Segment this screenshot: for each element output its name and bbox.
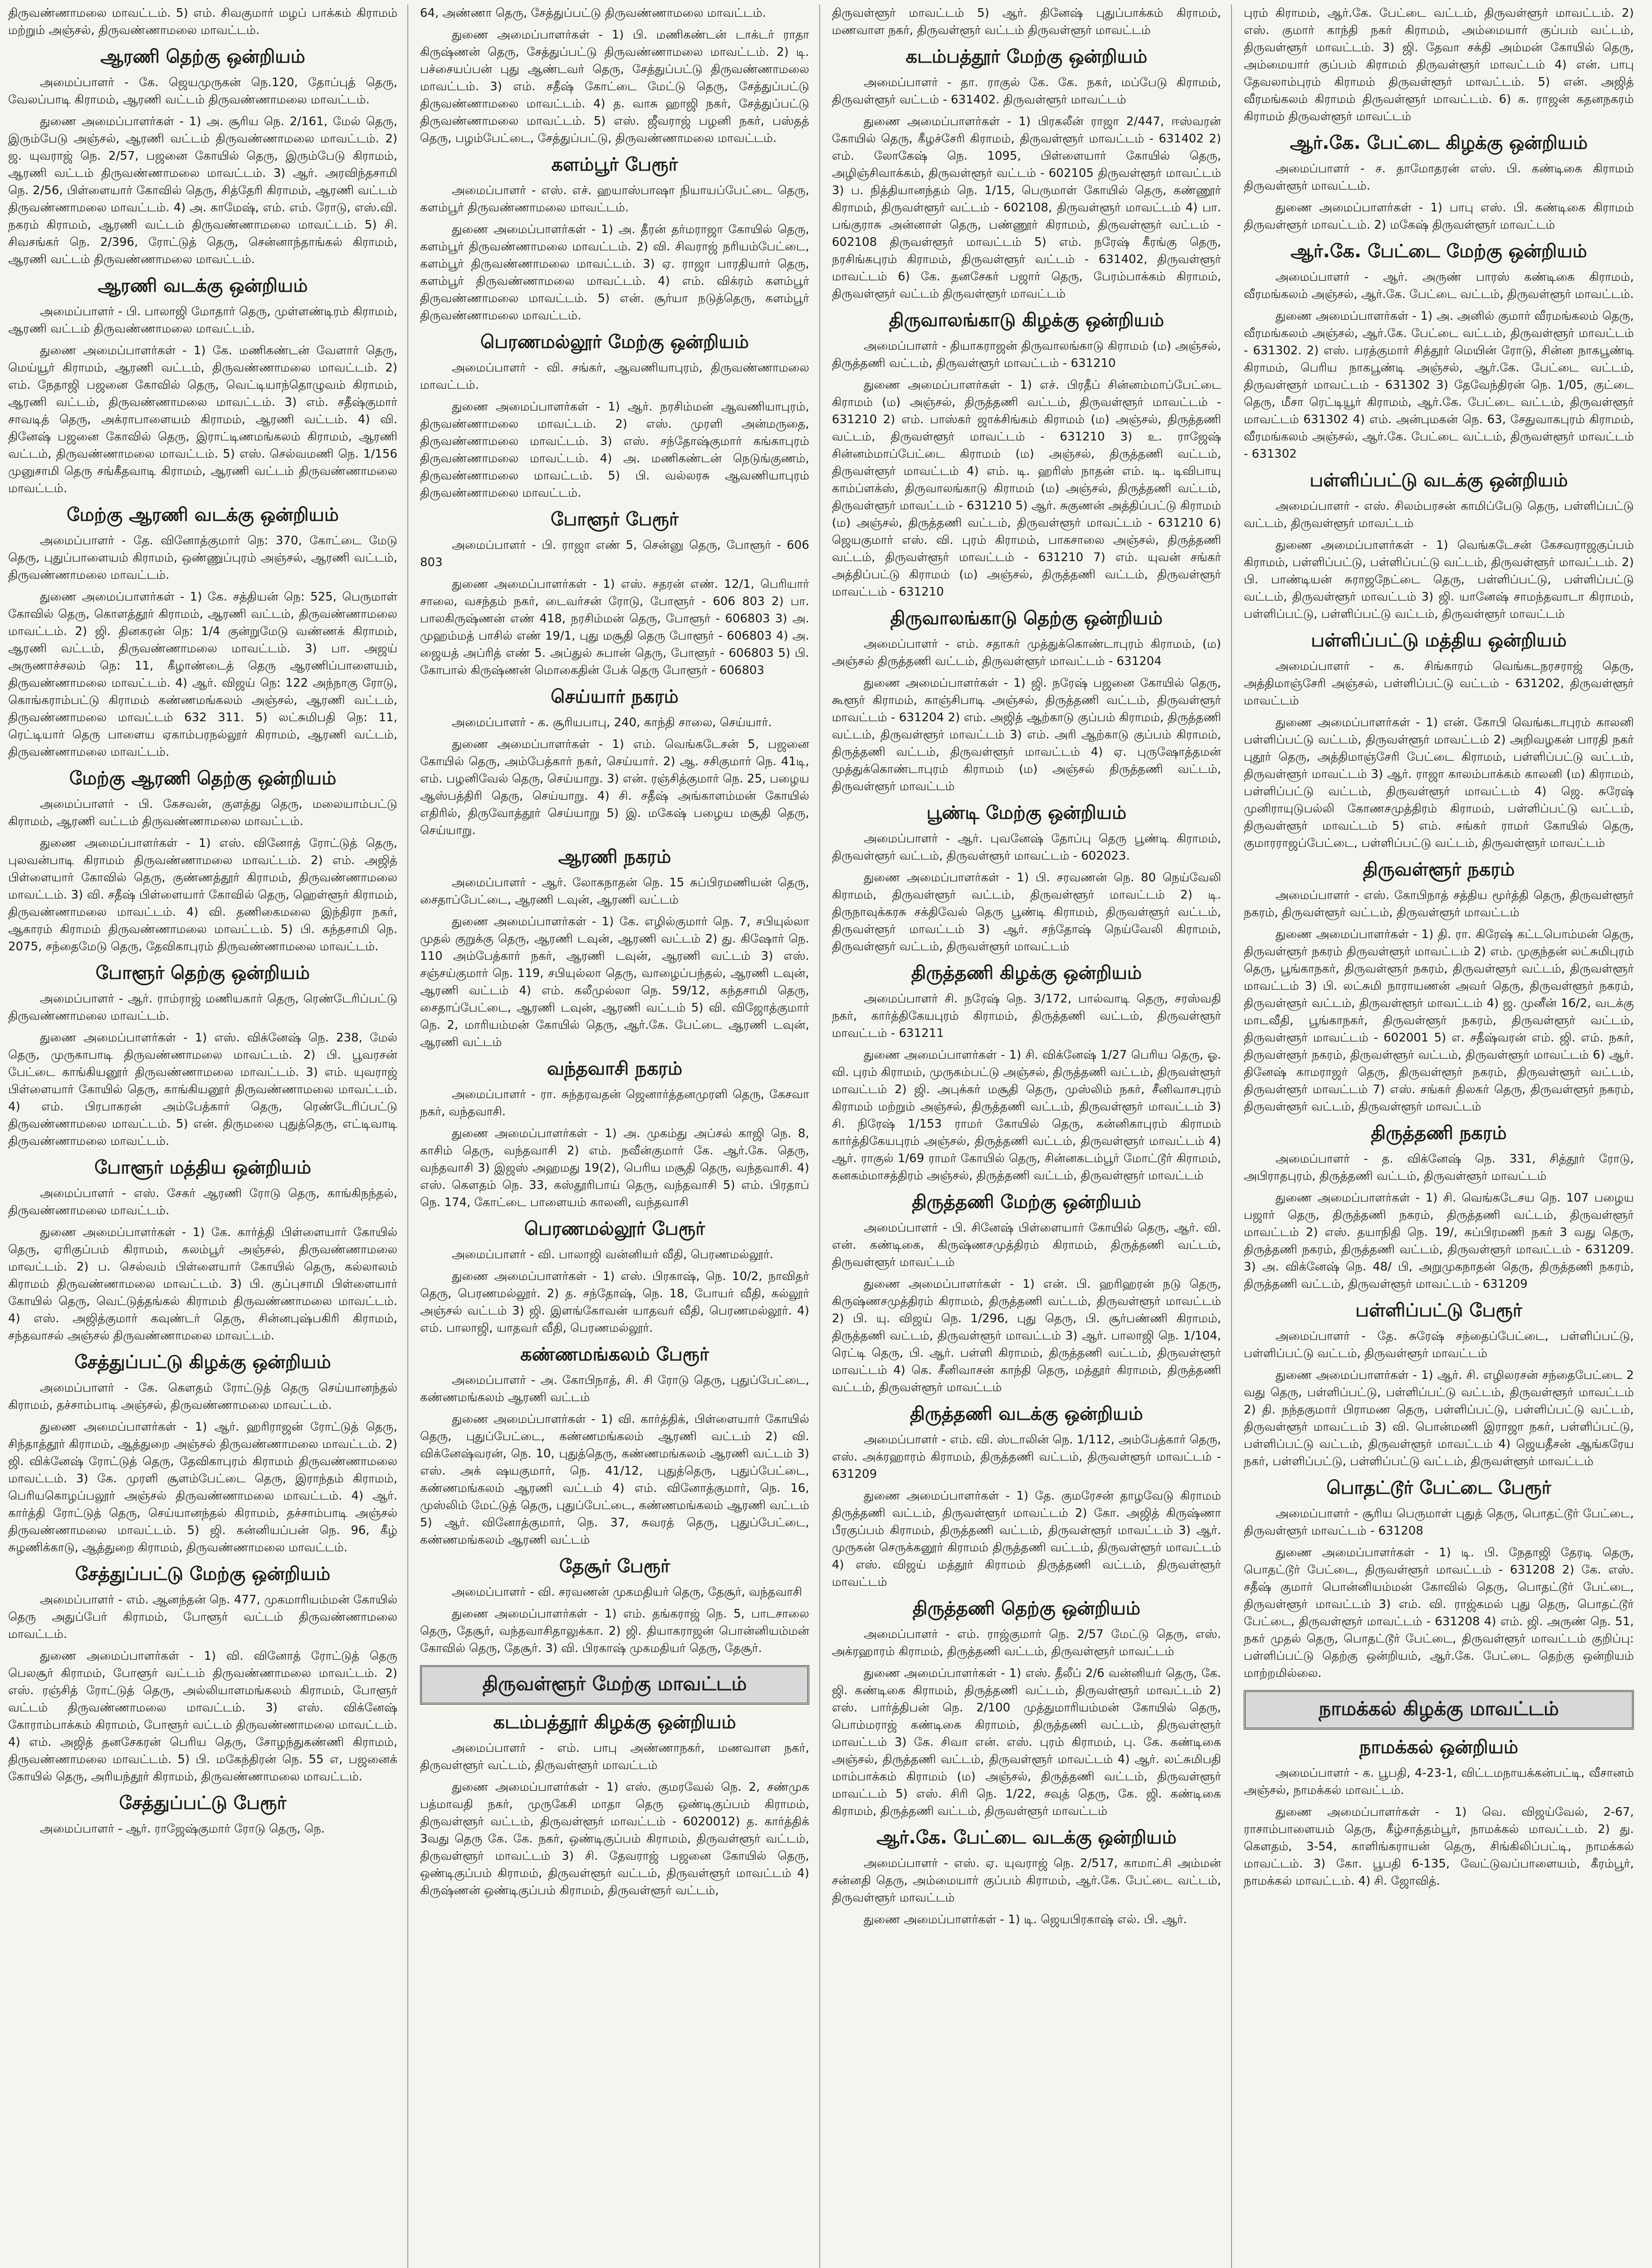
listing-paragraph: துணை அமைப்பாளர்கள் - 1) சி. வெங்கடேசய நெ. 107 பழைய பஜார் தெரு, திருத்தணி நகரம், திருத்தணி வட்டம், திருவள்ளூர் மாவட்டம் 2) எஸ். தயாநிதி நெ. 19/, சுப்பிரமணி நகர் 3 வது தெரு, திருத்தணி நகரம், திருத்தணி வட்டம், திருவள்ளூர் மாவட்டம் - 631209. 3) அ. விக்னேஷ் நெ. 48/ பி, அறுமுகநாதன் தெரு, திருத்தணி நகரம், திருத்தணி வட்டம், திருவள்ளூர் மாவட்டம் - 631209 bbox=[1244, 1191, 1634, 1291]
listing-paragraph: அமைப்பாளர் - க. சிங்காரம் வெங்கடநரசராஜ் தெரு, அத்திமாஞ்சேரி அஞ்சல், பள்ளிப்பட்டு வட்டம் - 631202, திருவள்ளூர் மாவட்டம் bbox=[1244, 660, 1634, 708]
listing-paragraph: துணை அமைப்பாளர்கள் - 1) ஆர். சி. எழிலரசன் சந்தைபேட்டை 2 வது தெரு, பள்ளிப்பட்டு, பள்ளிப்பட்டு வட்டம், திருவள்ளூர் மாவட்டம் 2) தி. நந்தகுமார் பிராமண தெரு, பள்ளிப்பட்டு, பள்ளிப்பட்டு வட்டம், திருவள்ளூர் மாவட்டம் 3) வி. பொன்மணி இராஜா நகர், பள்ளிப்பட்டு, பள்ளிப்பட்டு வட்டம், திருவள்ளூர் மாவட்டம் 4) ஜெயதீசன் ஆங்கரேய நகர், பள்ளிப்பட்டு, பள்ளிப்பட்டு வட்டம், திருவள்ளூர் மாவட்டம் bbox=[1244, 1369, 1634, 1468]
section-heading: போளூர் தெற்கு ஒன்றியம் bbox=[95, 963, 310, 983]
section-heading: ஆரணி நகரம் bbox=[558, 846, 671, 867]
section-heading: நாமக்கல் ஒன்றியம் bbox=[1359, 1737, 1519, 1758]
listing-paragraph: அமைப்பாளர் - வி. சரவணன் முகமதியர் தெரு, தேசூர், வந்தவாசி bbox=[452, 1585, 802, 1599]
listing-paragraph: அமைப்பாளர் - ஆர். லோகநாதன் நெ. 15 சுப்பிரமணியன் தெரு, சைதாப்பேட்டை, ஆரணி டவுன், ஆரணி வட்டம் bbox=[420, 876, 809, 907]
section-heading: பொதட்டூர் பேட்டை பேரூர் bbox=[1326, 1477, 1551, 1498]
listing-paragraph: அமைப்பாளர் - தியாகராஜன் திருவாலங்காடு கிராமம் (ம) அஞ்சல், திருத்தணி வட்டம், திருவள்ளூர் மாவட்டம் - 631210 bbox=[832, 339, 1221, 370]
listing-paragraph: துணை அமைப்பாளர்கள் - 1) எஸ். குமரவேல் நெ. 2, சண்முக பத்மாவதி நகர், முருகேசி மாதா தெரு ஒண்டிகுப்பம் கிராமம், திருவள்ளூர் வட்டம், திருவள்ளூர் மாவட்டம் - 6020012) த. கார்த்திக் 3வது தெரு கே. கே. நகர், ஒண்டிகுப்பம் கிராமம், திருவள்ளூர் வட்டம், திருவள்ளூர் மாவட்டம் 3) சி. தேவராஜ் பஜனை கோயில் தெரு, ஒண்டிகுப்பம் கிராமம், திருவள்ளூர் வட்டம், திருவள்ளூர் மாவட்டம் 4) கிருஷ்ணன் ஒண்டிகுப்பம் கிராமம், திருவள்ளூர் வட்டம், bbox=[420, 1780, 809, 1897]
listing-paragraph: துணை அமைப்பாளர்கள் - 1) தி. ரா. கிரேஷ் கட்டபொம்மன் தெரு, திருவள்ளூர் நகரம் திருவள்ளூர் மாவட்டம் 2) எம். முகுந்தன் லட்சுமிபுரம் தெரு, பூங்காநகர், திருவள்ளூர் நகரம், திருவள்ளூர் வட்டம், திருவள்ளூர் மாவட்டம் 3) பி. லட்சுமி நாராயணன் அவர் தெரு, திருவள்ளூர் நகரம், திருவள்ளூர் வட்டம், திருவள்ளூர் மாவட்டம் 4) ஜ. முனீன் 16/2, வடக்கு மாடவீதி, பூங்காநகர், திருவள்ளூர் நகரம், திருவள்ளூர் வட்டம், திருவள்ளூர் மாவட்டம் - 602001 5) எ. சதீஷ்வரன் எம். ஜி. எம். நகர், திருவள்ளூர் நகரம், திருவள்ளூர் வட்டம், திருவள்ளூர் மாவட்டம் 6) ஆர். தினேஷ் காமராஜர் தெரு, திருவள்ளூர் நகரம், திருவள்ளூர் வட்டம், திருவள்ளூர் மாவட்டம் 7) எஸ். சங்கர் திலகர் தெரு, திருவள்ளூர் நகரம், திருவள்ளூர் வட்டம், திருவள்ளூர் மாவட்டம் bbox=[1244, 928, 1634, 1114]
district-banner: நாமக்கல் கிழக்கு மாவட்டம் bbox=[1244, 1690, 1634, 1730]
listing-paragraph: துணை அமைப்பாளர்கள் - 1) வி. வினோத் ரோட்டுத் தெரு பெலசூர் கிராமம், போளூர் வட்டம் திருவண்ணாமலை மாவட்டம். 2) எஸ். ரஞ்சித் ரோட்டுத் தெரு, அல்லியாளமங்கலம் கிராமம், போளூர் வட்டம் திருவண்ணாமலை மாவட்டம். 3) எஸ். விக்னேஷ் கோராம்பாக்கம் கிராமம், போளூர் வட்டம் திருவண்ணாமலை மாவட்டம். 4) எம். அஜித் தனசேகரன் பெரிய தெரு, சோழந்துகண்ணி கிராமம், திருவண்ணாமலை மாவட்டம். 5) பி. மகேந்திரன் நெ. 55 எ, பஜனைக் கோயில் தெரு, அரியந்தூர் கிராமம், திருவண்ணாமலை மாவட்டம். bbox=[8, 1649, 397, 1784]
listing-paragraph: அமைப்பாளர் - க. சூரியபாபு, 240, காந்தி சாலை, செய்யார். bbox=[452, 716, 772, 729]
listing-paragraph: துணை அமைப்பாளர்கள் - 1) அ. தீரன் தர்மராஜா கோயில் தெரு, களம்பூர் திருவண்ணாமலை மாவட்டம். 2) வி. சிவராஜ் நரியம்பேட்டை, களம்பூர் திருவண்ணாமலை மாவட்டம். 3) ஏ. ராஜா பாரதியார் தெரு, களம்பூர் திருவண்ணாமலை மாவட்டம். 4) எம். விக்ரம் களம்பூர் திருவண்ணாமலை மாவட்டம். 5) என். சூர்யா நடுத்தெரு, களம்பூர் திருவண்ணாமலை மாவட்டம். bbox=[420, 223, 809, 323]
section-heading: மேற்கு ஆரணி தெற்கு ஒன்றியம் bbox=[69, 768, 337, 789]
listing-paragraph: அமைப்பாளர் - ஆர். புவனேஷ் தோப்பு தெரு பூண்டி கிராமம், திருவள்ளூர் வட்டம், திருவள்ளூர் மாவட்டம் - 602023. bbox=[832, 832, 1221, 863]
listing-paragraph: அமைப்பாளர் - ரா. சுந்தரவதன் ஜெனார்த்தனமுரளி தெரு, கேசவா நகர், வந்தவாசி. bbox=[420, 1088, 809, 1119]
listing-paragraph: அமைப்பாளர் - பி. பாலாஜி மோதார் தெரு, முள்ளண்டிரம் கிராமம், ஆரணி வட்டம் திருவண்ணாமலை மாவட்டம். bbox=[8, 305, 397, 336]
column-1 bbox=[8, 5, 408, 2268]
listing-paragraph: துணை அமைப்பாளர்கள் - 1) எஸ். பிரகாஷ், நெ. 10/2, நாவிதர் தெரு, பெரணமல்லூர். 2) த. சந்தோஷ், நெ. 18, போயர் வீதி, கல்லூர் அஞ்சல் வட்டம் 3) ஜி. இளங்கோவன் யாதவர் வீதி, பெரணமல்லூர். 4) எம். பாலாஜி, யாதவர் வீதி, பெரணமல்லூர். bbox=[420, 1270, 809, 1335]
listing-paragraph: அமைப்பாளர் - தா. ராகுல் கே. கே. நகர், மப்பேடு கிராமம், திருவள்ளூர் வட்டம் - 631402. திருவள்ளூர் மாவட்டம் bbox=[832, 76, 1221, 107]
listing-paragraph: அமைப்பாளர் - ஆர். ராஜேஷ்குமார் ரோடு தெரு, நெ. bbox=[40, 1822, 325, 1836]
section-heading: திருவள்ளூர் நகரம் bbox=[1363, 859, 1515, 880]
listing-paragraph: அமைப்பாளர் - பி. கேசவன், குளத்து தெரு, மலையாம்பட்டு கிராமம், ஆரணி வட்டம் திருவண்ணாமலை மாவட்டம். bbox=[8, 797, 397, 828]
section-heading: ஆர்.கே. பேட்டை மேற்கு ஒன்றியம் bbox=[1290, 241, 1587, 262]
listing-paragraph: அமைப்பாளர் - தே. வினோத்குமார் நெ: 370, கோட்டை மேடு தெரு, புதுப்பாளையம் கிராமம், ஒண்ணுப்புரம் அஞ்சல், ஆரணி வட்டம், திருவண்ணாமலை மாவட்டம். bbox=[8, 534, 397, 582]
section-heading: கடம்பத்தூர் கிழக்கு ஒன்றியம் bbox=[493, 1712, 736, 1733]
section-heading: சேத்துப்பட்டு கிழக்கு ஒன்றியம் bbox=[74, 1352, 331, 1373]
listing-paragraph: அமைப்பாளர் - எம். ராஜ்குமார் நெ. 2/57 மேட்டு தெரு, எஸ். அக்ரஹாரம் கிராமம், திருத்தணி வட்டம், திருவள்ளூர் மாவட்டம் bbox=[832, 1628, 1221, 1658]
listing-paragraph: துணை அமைப்பாளர்கள் - 1) எம். வெங்கடேசன் 5, பஜனை கோயில் தெரு, அம்பேத்கார் நகர், செய்யார். 2) ஆ. சசிகுமார் நெ. 41டி, எம். பழனிவேல் தெரு, செய்யாறு. 3) என். ரஞ்சித்குமார் நெ. 25, பழைய ஆஸ்பத்திரி தெரு, செய்யாறு. 4) சி. சதீஷ் அங்காளம்மன் கோயில் எதிரில், திருவோத்தூர் செய்யாறு 5) இ. மகேஷ் பழைய மசூதி தெரு, செய்யாறு. bbox=[420, 738, 809, 837]
listing-paragraph: துணை அமைப்பாளர்கள் - 1) எஸ். சதரன் எண். 12/1, பெரியார் சாலை, வசந்தம் நகர், டைவர்சன் ரோடு, போளூர் - 606 803 2) பா. பாலகிருஷ்ணன் எண் 418, நரசிம்மன் தெரு, போளூர் - 606803 3) அ. முஹம்மத் பாசில் எண் 19/1, புது மசூதி தெரு போளூர் - 606803 4) அ. ஜையத் அப்ரித் எண் 5. அப்துல் சுபான் தெரு, போளூர் - 606803 5) பி. கோபால் கிருஷ்ணன் மொகைதின் பேக் தெரு போளூர் - 606803 bbox=[420, 577, 809, 677]
column-3 bbox=[832, 5, 1232, 2268]
listing-paragraph: துணை அமைப்பாளர்கள் - 1) கே. மணிகண்டன் வேளார் தெரு, மெய்யூர் கிராமம், ஆரணி வட்டம், திருவண்ணாமலை மாவட்டம். 2) எம். நேதாஜி பஜனை கோவில் தெரு, வெட்டியாந்தொழுவம் கிராமம், ஆரணி வட்டம், திருவண்ணாமலை மாவட்டம். 3) எம். சதீஷ்குமார் சாவடித் தெரு, அக்ராபாளையம் கிராமம், ஆரணி வட்டம். 4) வி. தினேஷ் பஜனை கோவில் தெரு, இராட்டிணமங்கலம் கிராமம், ஆரணி வட்டம், திருவண்ணாமலை மாவட்டம். 5) எஸ். செல்வமணி நெ. 1/156 முனுசாமி தெரு சங்கீதவாடி கிராமம், ஆரணி வட்டம் திருவண்ணாமலை மாவட்டம். bbox=[8, 344, 397, 495]
listing-paragraph: துணை அமைப்பாளர்கள் - 1) கே. சத்தியன் நெ: 525, பெருமாள் கோவில் தெரு, கொளத்தூர் கிராமம், ஆரணி வட்டம், திருவண்ணாமலை மாவட்டம். 2) ஜி. தினகரன் நெ: 1/4 குன்றுமேடு வண்ணக் கிராமம், ஆரணி வட்டம், திருவண்ணாமலை மாவட்டம். 3) பா. அஜய் அருணாச்சலம் நெ: 11, கீழாண்டைத் தெரு ஆரணிப்பாளையம், திருவண்ணாமலை மாவட்டம். 4) ஆர். விஜய் நெ: 122 அந்நாகு ரோடு, கொங்கராம்பட்டு கிராமம் கண்ணமங்கலம் அஞ்சல், ஆரணி வட்டம், திருவண்ணாமலை மாவட்டம் 632 311. 5) லட்சுமிபதி நெ: 11, ரெட்டியார் தெரு பாளைய ஏகாம்பரநல்லூர் கிராமம், ஆரணி வட்டம், திருவண்ணாமலை மாவட்டம். bbox=[8, 590, 397, 759]
listing-paragraph: துணை அமைப்பாளர்கள் - 1) பி. மணிகண்டன் டாக்டர் ராதா கிருஷ்ணன் தெரு, சேத்துப்பட்டு திருவண்ணாமலை மாவட்டம். 2) டி. பச்சையப்பன் புது ஆண்டவர் தெரு, சேத்துப்பட்டு திருவண்ணாமலை மாவட்டம். 3) எம். சதீஷ் கோட்டை மேட்டு தெரு, சேத்துப்பட்டு திருவண்ணாமலை மாவட்டம். 4) த. வாசு ஹாஜி நகர், சேத்துப்பட்டு திருவண்ணாமலை மாவட்டம். 5) எஸ். ஜீவராஜ் பழனி நகர், பஸ்தத் தெரு, பழம்பேட்டை, சேத்துப்பட்டு, திருவண்ணாமலை மாவட்டம். bbox=[420, 28, 809, 145]
listing-paragraph: அமைப்பாளர் சி. நரேஷ் நெ. 3/172, பால்வாடி தெரு, சரஸ்வதி நகர், கார்த்திகேயபுரம் கிராமம், திருத்தணி வட்டம், திருவள்ளூர் மாவட்டம் - 631211 bbox=[832, 992, 1221, 1040]
section-heading: சேத்துப்பட்டு பேரூர் bbox=[119, 1793, 287, 1813]
listing-paragraph: துணை அமைப்பாளர்கள் - 1) என். பி. ஹரிஹரன் நடு தெரு, கிருஷ்ணசமுத்திரம் கிராமம், திருத்தணி வட்டம், திருவள்ளூர் மாவட்டம் 2) பி. யு. விஜய் நெ. 1/296, புது தெரு, பி. சூர்பண்ணி கிராமம், திருத்தணி வட்டம், திருவள்ளூர் மாவட்டம் 3) ஆர். பாலாஜி நெ. 1/104, ரெட்டி தெரு, பி. ஆர். பள்ளி கிராமம், திருத்தணி வட்டம், திருவள்ளூர் மாவட்டம் 4) கெ. சீனிவாசன் காந்தி தெரு, மத்தூர் கிராமம், திருத்தணி வட்டம், திருவள்ளூர் மாவட்டம் bbox=[832, 1277, 1221, 1394]
listing-paragraph: துணை அமைப்பாளர்கள் - 1) சி. விக்னேஷ் 1/27 பெரிய தெரு, ஓ. வி. புரம் கிராமம், முருகம்பட்டு அஞ்சல், திருத்தணி வட்டம், திருவள்ளூர் மாவட்டம் 2) ஜி. அபுக்கர் மசூதி தெரு, முஸ்லிம் நகர், சீனிவாசபுரம் கிராமம் மற்றும் அஞ்சல், திருத்தணி வட்டம், திருவள்ளூர் மாவட்டம் 3) சி. நிரேஷ் 1/153 ராமர் கோயில் தெரு, கன்னிகாபுரம் கிராமம் கார்த்திகேயபுரம் அஞ்சல், திருத்தணி வட்டம், திருவள்ளூர் மாவட்டம் 4) ஆர். ராகுல் 1/69 ராமர் கோயில் தெரு, சின்னகடம்பூர் மோட்டூர் கிராமம், கனகம்மாசத்திரம் அஞ்சல், திருத்தணி வட்டம், திருவள்ளூர் மாவட்டம் bbox=[832, 1048, 1221, 1183]
section-heading: பள்ளிப்பட்டு மத்திய ஒன்றியம் bbox=[1311, 630, 1567, 651]
listing-paragraph: அமைப்பாளர் - எம். ஆனந்தன் நெ. 477, முகமாரியம்மன் கோயில் தெரு அதுப்பேர் கிராமம், போளூர் வட்டம் திருவண்ணாமலை மாவட்டம். bbox=[8, 1593, 397, 1641]
listing-paragraph: துணை அமைப்பாளர்கள் - 1) பிரகலீன் ராஜா 2/447, ஈஸ்வரன் கோயில் தெரு, கீழச்சேரி கிராமம், திருவள்ளூர் மாவட்டம் - 631402 2) எம். லோகேஷ் நெ. 1095, பிள்ளையார் கோயில் தெரு, அழிஞ்சிவாக்கம், திருவள்ளூர் வட்டம் - 602105 திருவள்ளூர் மாவட்டம் 3) ப. நித்தியானந்தம் நெ. 1/15, பெருமாள் கோயில் தெரு, கண்ணூர் கிராமம், திருவள்ளூர் வட்டம் - 602108, திருவள்ளூர் மாவட்டம் 4) பா. பங்குராசு அன்னாள் தெரு, பண்ணூர் கிராமம், திருவள்ளூர் வட்டம் - 602108 திருவள்ளூர் மாவட்டம் 5) எம். நரேஷ் கீரங்கு தெரு, நரசிங்கபுரம் கிராமம், திருவள்ளூர் வட்டம் - 631402, திருவள்ளூர் மாவட்டம் 6) கே. தனசேகர் பஜார் தெரு, பேரம்பாக்கம் கிராமம், திருவள்ளூர் வட்டம் திருவள்ளூர் மாவட்டம் bbox=[832, 115, 1221, 301]
listing-paragraph: துணை அமைப்பாளர்கள் - 1) எஸ். தீலீப் 2/6 வன்னியர் தெரு, கே. ஜி. கண்டிகை கிராமம், திருத்தணி வட்டம், திருவள்ளூர் மாவட்டம் 2) எஸ். பார்த்திபன் நெ. 2/100 முத்துமாரியம்மன் கோயில் தெரு, பொம்மராஜ் கண்டிகை கிராமம், திருத்தணி வட்டம், திருவள்ளூர் மாவட்டம் 3) கே. சிவா என். எஸ். புரம் கிராமம், பு. கே. கண்டிகை அஞ்சல், திருத்தணி வட்டம், திருவள்ளூர் மாவட்டம் 4) ஆர். லட்சுமிபதி மாம்பாக்கம் கிராமம் (ம) அஞ்சல், திருத்தணி வட்டம், திருவள்ளூர் மாவட்டம் 5) எஸ். சிரி நெ. 1/22, சவுத் தெரு, கே. ஜி. கண்டிகை கிராமம், திருத்தணி வட்டம், திருவள்ளூர் மாவட்டம் bbox=[832, 1667, 1221, 1818]
listing-paragraph: துணை அமைப்பாளர்கள் - 1) கே. எழில்குமார் நெ. 7, சபியுல்லா முதல் குறுக்கு தெரு, ஆரணி டவுன், ஆரணி வட்டம் 2) து. கிஷோர் நெ. 110 அம்பேத்கார் நகர், ஆரணி டவுன், ஆரணி வட்டம் 3) எஸ். சஞ்சய்குமார் நெ. 119, சபியுல்லா தெரு, வாழைப்பந்தல், ஆரணி டவுன், ஆரணி வட்டம் 4) எம். கலீமுல்லா நெ. 59/12, கந்தசாமி தெரு, சைதாப்பேட்டை, ஆரணி டவுன், ஆரணி வட்டம் 5) வி. விஜோத்குமார் நெ. 2, மாரியம்மன் கோயில் தெரு, ஆர்.கே. பேட்டை ஆரணி டவுன், ஆரணி வட்டம் bbox=[420, 915, 809, 1049]
section-heading: திருத்தணி தெற்கு ஒன்றியம் bbox=[912, 1598, 1141, 1619]
section-heading: ஆரணி தெற்கு ஒன்றியம் bbox=[100, 46, 305, 67]
section-heading: சேத்துப்பட்டு மேற்கு ஒன்றியம் bbox=[75, 1564, 331, 1584]
listing-paragraph: துணை அமைப்பாளர்கள் - 1) எம். தங்கராஜ் நெ. 5, பாடசாலை தெரு, தேசூர், வந்தவாசிதாலுக்கா. 2) ஜி. தியாகராஜன் பொன்னியம்மன் கோவில் தெரு, தேசூர். 3) வி. பிரகாஷ் முகமதியர் தெரு, தேசூர். bbox=[420, 1607, 809, 1655]
listing-paragraph: அமைப்பாளர் - வி. சங்கர், ஆவணியாபுரம், திருவண்ணாமலை மாவட்டம். bbox=[420, 361, 809, 392]
listing-paragraph: துணை அமைப்பாளர்கள் - 1) டி. பி. நேதாஜி தேரடி தெரு, பொதட்டூர் பேட்டை, திருவள்ளூர் மாவட்டம் - 631208 2) கே. எஸ். சதீஷ் குமார் பொன்னியம்மன் கோவில் தெரு, பொதட்டூர் பேட்டை, திருவள்ளூர் மாவட்டம் 3) எம். வி. ராஜ்கமல் புது தெரு, பொதட்டூர் பேட்டை, திருவள்ளூர் மாவட்டம் - 631208 4) எம். ஜி. அருண் நெ. 51, நகர் முதல் தெரு, பொதட்டூர் பேட்டை, திருவள்ளூர் மாவட்டம் குறிப்பு: பள்ளிப்பட்டு தெற்கு ஒன்றியம், ஆர்.கே. பேட்டை தெற்கு ஒன்றியம் மாற்றமில்லை. bbox=[1244, 1546, 1634, 1680]
section-heading: களம்பூர் பேரூர் bbox=[551, 154, 678, 175]
section-heading: போளூர் பேரூர் bbox=[551, 509, 679, 530]
listing-paragraph: 64, அண்ணா தெரு, சேத்துப்பட்டு திருவண்ணாமலை மாவட்டம். bbox=[420, 6, 766, 20]
listing-paragraph: அமைப்பாளர் - எஸ். எச். ஹயாஸ்பாஷா நியாயப்பேட்டை தெரு, களம்பூர் திருவண்ணாமலை மாவட்டம். bbox=[420, 184, 809, 215]
listing-paragraph: துணை அமைப்பாளர்கள் - 1) வி. கார்த்திக், பிள்ளையார் கோயில் தெரு, புதுப்பேட்டை, கண்ணமங்கலம் ஆரணி வட்டம் 2) வி. விக்னேஷ்வரன், நெ. 10, புதுத்தெரு, கண்ணமங்கலம் ஆரணி வட்டம் 3) எஸ். அக் ஷயகுமார், நெ. 41/12, புதுத்தெரு, புதுப்பேட்டை, கண்ணமங்கலம் ஆரணி வட்டம் 4) எம். வினோத்குமார், நெ. 16, முஸ்லிம் மேட்டுத் தெரு, புதுப்பேட்டை, கண்ணமங்கலம் ஆரணி வட்டம் 5) ஆர். வினோத்குமார், நெ. 37, சுவரத் தெரு, புதுப்பேட்டை, கண்ணமங்கலம் ஆரணி வட்டம் bbox=[420, 1413, 809, 1547]
section-heading: திருவாலங்காடு கிழக்கு ஒன்றியம் bbox=[889, 310, 1164, 331]
listing-paragraph: அமைப்பாளர் - ஆர். அருண் பாரஸ் கண்டிகை கிராமம், வீரமங்கலம் அஞ்சல், ஆர்.கே. பேட்டை வட்டம், திருவள்ளூர் மாவட்டம். bbox=[1244, 270, 1634, 301]
listing-paragraph: அமைப்பாளர் - க. பூபதி, 4-23-1, விட்டமநாயக்கன்பட்டி, வீசானம் அஞ்சல், நாமக்கல் மாவட்டம். bbox=[1244, 1766, 1634, 1797]
listing-paragraph: துணை அமைப்பாளர்கள் - 1) என். கோபி வெங்கடாபுரம் காலனி பள்ளிப்பட்டு வட்டம், திருவள்ளூர் மாவட்டம் 2) அறிவழகன் பாரதி நகர் புதூர் தெரு, அத்திமாஞ்சேரி பேட்டை கிராமம், பள்ளிப்பட்டு வட்டம், திருவள்ளூர் மாவட்டம் 3) ஆர். ராஜா காலம்பாக்கம் காலனி (ம) கிராமம், பள்ளிப்பட்டு வட்டம், திருவள்ளூர் மாவட்டம் 4) ஜெ. சுரேஷ் முனிராயுடுபல்லி கோணசமுத்திரம் கிராமம், பள்ளிப்பட்டு வட்டம், திருவள்ளூர் மாவட்டம் 5) எம். சங்கர் ராமர் கோயில் தெரு, குமாரராஜப்பேட்டை, பள்ளிப்பட்டு வட்டம், திருவள்ளூர் மாவட்டம் bbox=[1244, 716, 1634, 850]
listing-paragraph: அமைப்பாளர் - எம். பாபு அண்ணாநகர், மணவாள நகர், திருவள்ளூர் வட்டம், திருவள்ளூர் மாவட்டம் bbox=[420, 1741, 809, 1772]
listing-paragraph: துணை அமைப்பாளர்கள் - 1) ஜி. நரேஷ் பஜனை கோயில் தெரு, கூளூர் கிராமம், காஞ்சிபாடி அஞ்சல், திருத்தணி வட்டம், திருவள்ளூர் மாவட்டம் - 631204 2) எம். அஜித் ஆற்காடு குப்பம் கிராமம், திருத்தணி வட்டம், திருவள்ளூர் மாவட்டம் 3) எம். அரி ஆற்காடு குப்பம் கிராமம், திருத்தணி வட்டம், திருவள்ளூர் மாவட்டம் 4) ஏ. புருஷோத்தமன் முத்துக்கொண்டாபுரம் கிராமம் (ம) அஞ்சல் திருத்தணி வட்டம், திருவள்ளூர் மாவட்டம் bbox=[832, 676, 1221, 793]
listing-paragraph: அமைப்பாளர் - கே. ஜெயமுருகன் நெ.120, தோப்புத் தெரு, வேலப்பாடி கிராமம், ஆரணி வட்டம் திருவண்ணாமலை மாவட்டம். bbox=[8, 76, 397, 107]
listing-paragraph: அமைப்பாளர் - எஸ். கோபிநாத் சத்திய மூர்த்தி தெரு, திருவள்ளூர் நகரம், திருவள்ளூர் வட்டம், திருவள்ளூர் மாவட்டம் bbox=[1244, 889, 1634, 919]
listing-paragraph: துணை அமைப்பாளர்கள் - 1) வெ. விஜய்வேல், 2-67, ராசாம்பாளையம் தெரு, கீழ்சாத்தம்பூர், நாமக்கல் மாவட்டம். 2) து. கெளதம், 3-54, காளிங்கராயன் தெரு, சிங்கிலிப்பட்டி, நாமக்கல் மாவட்டம். 3) கோ. பூபதி 6-135, வேட்டுவப்பாளையம், கீரம்பூர், நாமக்கல் மாவட்டம். 4) சி. ஜோவித். bbox=[1244, 1805, 1634, 1888]
column-4 bbox=[1244, 5, 1644, 2268]
column-2 bbox=[420, 5, 820, 2268]
listing-paragraph: துணை அமைப்பாளர்கள் - 1) கே. கார்த்தி பிள்ளையார் கோயில் தெரு, ஏரிகுப்பம் கிராமம், கலம்பூர் அஞ்சல், திருவண்ணாமலை மாவட்டம். 2) ப. செல்வம் பிள்ளையார் கோயில் தெரு, கல்லாலம் கிராமம் திருவண்ணாமலை மாவட்டம். 3) பி. குப்புசாமி பிள்ளையார் கோயில் தெரு, வெட்டுத்தங்கல் கிராமம் திருவண்ணாமலை மாவட்டம். 4) எஸ். அஜித்குமார் கவுண்டர் தெரு, சின்னபுஷ்பகிரி கிராமம், சந்தவாசல் அஞ்சல் திருவண்ணாமலை மாவட்டம். bbox=[8, 1226, 397, 1343]
section-heading: போளூர் மத்திய ஒன்றியம் bbox=[94, 1157, 311, 1178]
listing-paragraph: அமைப்பாளர் - எஸ். ஏ. யுவராஜ் நெ. 2/517, காமாட்சி அம்மன் சன்னதி தெரு, அம்மையார் குப்பம் கிராமம், ஆர்.கே. பேட்டை வட்டம், திருவள்ளூர் மாவட்டம் bbox=[832, 1857, 1221, 1905]
listing-paragraph: துணை அமைப்பாளர்கள் - 1) எஸ். வினோத் ரோட்டுத் தெரு, புலவன்பாடி கிராமம் திருவண்ணாமலை மாவட்டம். 2) எம். அஜித் பிள்ளையார் கோவில் தெரு, குண்ணத்தூர் கிராமம், திருவண்ணாமலை மாவட்டம். 3) வி. சதீஷ் பிள்ளையார் கோவில் தெரு, ஹெள்ளூர் கிராமம், திருவண்ணாமலை மாவட்டம். 4) வி. தணிகைமலை இந்திரா நகர், ஆகாரம் கிராமம் திருவண்ணாமலை மாவட்டம். 5) பி. கந்தசாமி நெ. 2075, சந்தைமேடு தெரு, தேவிகாபுரம் திருவண்ணாமலை மாவட்டம். bbox=[8, 836, 397, 953]
listing-paragraph: துணை அமைப்பாளர்கள் - 1) அ. முகம்து அப்சல் காஜி நெ. 8, காசிம் தெரு, வந்தவாசி 2) எம். நவீன்குமார் கே. ஆர்.கே. தெரு, வந்தவாசி 3) இஜஸ் அஹமது 19(2), பெரிய மசூதி தெரு, வந்தவாசி. 4) எஸ். கௌதம் நெ. 33, கஸ்தூரிபாய் தெரு, வந்தவாசி 5) எம். பிரதாப் நெ. 174, கோட்டை பாளையம் காலனி, வந்தவாசி bbox=[420, 1127, 809, 1209]
section-heading: திருவாலங்காடு தெற்கு ஒன்றியம் bbox=[890, 608, 1163, 629]
section-heading: கடம்பத்தூர் மேற்கு ஒன்றியம் bbox=[905, 46, 1148, 67]
listing-paragraph: அமைப்பாளர் - எம். சதாகர் முத்துக்கொண்டாபுரம் கிராமம், (ம) அஞ்சல் திருத்தணி வட்டம், திருவள்ளூர் மாவட்டம் - 631204 bbox=[832, 637, 1221, 668]
section-heading: பள்ளிப்பட்டு வடக்கு ஒன்றியம் bbox=[1310, 470, 1568, 491]
listing-paragraph: அமைப்பாளர் - எஸ். சேகர் ஆரணி ரோடு தெரு, காங்கிநந்தல், திருவண்ணாமலை மாவட்டம். bbox=[8, 1187, 397, 1217]
section-heading: திருத்தணி வடக்கு ஒன்றியம் bbox=[910, 1403, 1143, 1424]
listing-paragraph: துணை அமைப்பாளர்கள் - 1) பி. சரவணன் நெ. 80 நெய்வேலி கிராமம், திருவள்ளூர் வட்டம், திருவள்ளூர் மாவட்டம் 2) டி. திருநாவுக்கரசு சக்திவேல் தெரு பூண்டி கிராமம், திருவள்ளூர் வட்டம், திருவள்ளூர் மாவட்டம் 3) ஆர். சந்தோஷ் நெய்வேலி கிராமம், திருவள்ளூர் வட்டம், திருவள்ளூர் மாவட்டம் bbox=[832, 871, 1221, 953]
listing-paragraph: அமைப்பாளர் - ஆர். ராம்ராஜ் மணியகார் தெரு, ரெண்டேரிப்பட்டு திருவண்ணாமலை மாவட்டம். bbox=[8, 992, 397, 1023]
listing-paragraph: துணை அமைப்பாளர்கள் - 1) எஸ். விக்னேஷ் நெ. 238, மேல் தெரு, முருகாபாடி திருவண்ணாமலை மாவட்டம். 2) பி. பூவரசன் பேட்டை காங்கியனூர் திருவண்ணாமலை மாவட்டம். 3) எம். யுவராஜ் பிள்ளையார் கோயில் தெரு, காங்கியனூர் திருவண்ணாமலை மாவட்டம். 4) எம். பிரபாகரன் அம்பேத்கார் தெரு, ரெண்டேரிப்பட்டு திருவண்ணாமலை மாவட்டம். 5) என். திருமலை புதுத்தெரு, எட்டிவாடி திருவண்ணாமலை மாவட்டம். bbox=[8, 1031, 397, 1148]
listing-paragraph: அமைப்பாளர் - பி. ராஜா எண் 5, சென்னு தெரு, போளூர் - 606 803 bbox=[420, 538, 809, 569]
listing-paragraph: அமைப்பாளர் - எஸ். சிலம்பரசன் காமிப்பேடு தெரு, பள்ளிப்பட்டு வட்டம், திருவள்ளூர் மாவட்டம் bbox=[1244, 499, 1634, 530]
listing-paragraph: துணை அமைப்பாளர்கள் - 1) ஆர். நரசிம்மன் ஆவணியாபுரம், திருவண்ணாமலை மாவட்டம். 2) எஸ். முரளி அன்மருதை, திருவண்ணாமலை மாவட்டம். 3) எஸ். சந்தோஷ்குமார் கங்காபுரம் திருவண்ணாமலை மாவட்டம். 4) அ. மணிகண்டன் நெடுங்குணம், திருவண்ணாமலை மாவட்டம். 5) பி. வல்லரசு ஆவணியாபுரம் திருவண்ணாமலை மாவட்டம். bbox=[420, 400, 809, 500]
listing-paragraph: துணை அமைப்பாளர்கள் - 1) எச். பிரதீப் சின்னம்மாப்பேட்டை கிராமம் (ம) அஞ்சல், திருத்தணி வட்டம், திருவள்ளூர் மாவட்டம் - 631210 2) எம். பாஸ்கர் ஜாக்சிங்கம் கிராமம் (ம) அஞ்சல், திருத்தணி வட்டம், திருவள்ளூர் மாவட்டம் - 631210 3) உ. ராஜேஷ் சின்னம்மாப்பேட்டை கிராமம் (ம) அஞ்சல், திருத்தணி வட்டம், திருவள்ளூர் மாவட்டம் 4) எம். டி. ஹரிஸ் நாதன் எம். டி. டிவிபாயு காம்ப்ளக்ஸ், திருவாலங்காடு கிராமம் (ம) அஞ்சல், திருத்தணி வட்டம், திருவள்ளூர் மாவட்டம் - 631210 5) ஆர். சுகுணன் அத்திப்பட்டு கிராமம் (ம) அஞ்சல், திருத்தணி வட்டம், திருவள்ளூர் மாவட்டம் - 631210 6) ஜெயகுமார் எஸ். வி. புரம் கிராமம், பாகசாலை அஞ்சல், திருத்தணி வட்டம், திருவள்ளூர் மாவட்டம் - 631210 7) எம். யுவன் சங்கர் அத்திப்பட்டு கிராமம் (ம) அஞ்சல், திருத்தணி வட்டம், திருவள்ளூர் மாவட்டம் - 631210 bbox=[832, 378, 1221, 599]
listing-paragraph: அமைப்பாளர் - த. விக்னேஷ் நெ. 331, சித்தூர் ரோடு, அபிராதபுரம், திருத்தணி வட்டம், திருவள்ளூர் மாவட்டம் bbox=[1244, 1152, 1634, 1183]
listing-paragraph: துணை அமைப்பாளர்கள் - 1) டி. ஜெயபிரகாஷ் எல். பி. ஆர். bbox=[864, 1913, 1187, 1926]
section-heading: வந்தவாசி நகரம் bbox=[547, 1058, 683, 1079]
listing-paragraph: துணை அமைப்பாளர்கள் - 1) அ. சூரிய நெ. 2/161, மேல் தெரு, இரும்பேடு அஞ்சல், ஆரணி வட்டம் திருவண்ணாமலை மாவட்டம். 2) ஜ. யுவராஜ் நெ. 2/57, பஜனை கோயில் தெரு, இரும்பேடு கிராமம், ஆரணி வட்டம் திருவண்ணாமலை மாவட்டம். 3) ஆர். அரவிந்தசாமி நெ. 2/56, பிள்ளையார் கோவில் தெரு, சித்தேரி கிராமம், ஆரணி வட்டம் திருவண்ணாமலை மாவட்டம். 4) அ. காமேஷ், எம். எம். ரோடு, எஸ்.வி. நகரம் கிராமம், ஆரணி வட்டம் திருவண்ணாமலை மாவட்டம். 5) சி. சிவசங்கர் நெ. 2/396, ரோட்டுத் தெரு, சென்னாந்தாங்கல் கிராமம், ஆரணி வட்டம் திருவண்ணாமலை மாவட்டம். bbox=[8, 115, 397, 266]
listing-paragraph: அமைப்பாளர் - கே. கௌதம் ரோட்டுத் தெரு செய்யானந்தல் கிராமம், தச்சாம்பாடி அஞ்சல், திருவண்ணாமலை மாவட்டம். bbox=[8, 1381, 397, 1412]
section-heading: திருத்தணி மேற்கு ஒன்றியம் bbox=[912, 1192, 1141, 1212]
section-heading: கண்ணமங்கலம் பேரூர் bbox=[520, 1344, 709, 1365]
section-heading: செய்யார் நகரம் bbox=[551, 686, 679, 707]
listing-paragraph: அமைப்பாளர் - பி. சினேஷ் பிள்ளையார் கோயில் தெரு, ஆர். வி. என். கண்டிகை, கிருஷ்ணசமுத்திரம் கிராமம், திருத்தணி வட்டம், திருவள்ளூர் மாவட்டம் bbox=[832, 1221, 1221, 1269]
section-heading: பெரணமல்லூர் பேரூர் bbox=[524, 1218, 705, 1239]
listing-paragraph: துணை அமைப்பாளர்கள் - 1) ஆர். ஹரிராஜன் ரோட்டுத் தெரு, சிந்தாத்தூர் கிராமம், ஆத்துறை அஞ்சல் திருவண்ணாமலை மாவட்டம். 2) ஜி. விக்னேஷ் ரோட்டுத் தெரு, தேவிகாபுரம் கிராமம் திருவண்ணாமலை மாவட்டம். 3) கே. முரளி சூளம்பேட்டை தெரு, இராந்தம் கிராமம், பெரியகொழப்பலூர் அஞ்சல் திருவண்ணாமலை மாவட்டம். 4) ஆர். கார்த்தி ரோட்டுத் தெரு, செய்யானந்தல் கிராமம், தச்சாம்பாடி அஞ்சல் திருவண்ணாமலை மாவட்டம். 5) ஜி. கன்னியப்பன் நெ. 96, கீழ் சுழணிக்காடு, ஆத்துறை கிராமம், திருவண்ணாமலை மாவட்டம். bbox=[8, 1420, 397, 1554]
section-heading: ஆர்.கே. பேட்டை கிழக்கு ஒன்றியம் bbox=[1290, 132, 1588, 153]
district-banner: திருவள்ளூர் மேற்கு மாவட்டம் bbox=[420, 1665, 809, 1705]
section-heading: மேற்கு ஆரணி வடக்கு ஒன்றியம் bbox=[67, 504, 339, 525]
listing-paragraph: அமைப்பாளர் - தே. சுரேஷ் சந்தைப்பேட்டை, பள்ளிப்பட்டு, பள்ளிப்பட்டு வட்டம், திருவள்ளூர் மாவட்டம் bbox=[1244, 1330, 1634, 1360]
listing-paragraph: அமைப்பாளர் - ச. தாமோதரன் எஸ். பி. கண்டிகை கிராமம் திருவள்ளூர் மாவட்டம். bbox=[1244, 162, 1634, 193]
listing-paragraph: அமைப்பாளர் - அ. கோபிநாத், சி. சி ரோடு தெரு, புதுப்பேட்டை, கண்ணமங்கலம் ஆரணி வட்டம் bbox=[420, 1374, 809, 1404]
listing-paragraph: புரம் கிராமம், ஆர்.கே. பேட்டை வட்டம், திருவள்ளூர் மாவட்டம். 2) எஸ். குமார் காந்தி நகர் கிராமம், அம்மையார் குப்பம் வட்டம், திருவள்ளூர் மாவட்டம். 3) ஜி. தேவா சக்தி அம்மன் கோயில் தெரு, அம்மையார் குப்பம் கிராமம் திருவள்ளூர் மாவட்டம் 4) என். பாபு தேவலாம்புரம் கிராமம் திருவள்ளூர் மாவட்டம். 5) என். அஜித் வீரமங்கலம் கிராமம் திருவள்ளூர் மாவட்டம். 6) க. ராஜன் கதனநகரம் கிராமம் திருவள்ளூர் மாவட்டம் bbox=[1244, 6, 1634, 123]
section-heading: பெரணமல்லூர் மேற்கு ஒன்றியம் bbox=[480, 332, 749, 352]
listing-paragraph: துணை அமைப்பாளர்கள் - 1) தே. குமரேசன் தாழவேடு கிராமம் திருத்தணி வட்டம், திருவள்ளூர் மாவட்டம் 2) கோ. அஜித் கிருஷ்ணா பீரகுப்பம் கிராமம், திருத்தணி வட்டம், திருவள்ளூர் மாவட்டம் 3) ஆர். முருகன் செருக்கனூர் கிராமம் திருத்தணி வட்டம், திருவள்ளூர் மாவட்டம் 4) எஸ். விஜய் மத்தூர் கிராமம் திருத்தணி வட்டம், திருவள்ளூர் மாவட்டம் bbox=[832, 1489, 1221, 1589]
listing-paragraph: அமைப்பாளர் - சூரிய பெருமாள் புதுத் தெரு, பொதட்டூர் பேட்டை, திருவள்ளூர் மாவட்டம் - 631208 bbox=[1244, 1507, 1634, 1538]
listing-paragraph: துணை அமைப்பாளர்கள் - 1) வெங்கடேசன் கேசவராஜகுப்பம் கிராமம், பள்ளிப்பட்டு, பள்ளிப்பட்டு வட்டம், திருவள்ளூர் மாவட்டம். 2) பி. பாண்டியன் சுராஜநேட்டை தெரு, பள்ளிப்பட்டு, பள்ளிப்பட்டு வட்டம், திருவள்ளூர் மாவட்டம் 3) ஜி. யானேஷ் சாமந்தவாடா கிராமம், பள்ளிப்பட்டு, பள்ளிப்பட்டு வட்டம், திருவள்ளூர் மாவட்டம் bbox=[1244, 538, 1634, 621]
listing-paragraph: அமைப்பாளர் - வி. பாலாஜி வன்னியர் வீதி, பெரணமல்லூர். bbox=[452, 1248, 773, 1261]
section-heading: தேசூர் பேரூர் bbox=[559, 1556, 670, 1577]
listing-paragraph: திருவள்ளூர் மாவட்டம் 5) ஆர். தினேஷ் புதுப்பாக்கம் கிராமம், மணவாள நகர், திருவள்ளூர் வட்டம் திருவள்ளூர் மாவட்டம் bbox=[832, 6, 1221, 37]
listing-paragraph: அமைப்பாளர் - எம். வி. ஸ்டாலின் நெ. 1/112, அம்பேத்கார் தெரு, எஸ். அக்ரஹாரம் கிராமம், திருத்தணி வட்டம், திருவள்ளூர் மாவட்டம் - 631209 bbox=[832, 1433, 1221, 1481]
section-heading: ஆரணி வடக்கு ஒன்றியம் bbox=[98, 275, 308, 296]
section-heading: ஆர்.கே. பேட்டை வடக்கு ஒன்றியம் bbox=[876, 1827, 1177, 1848]
section-heading: திருத்தணி கிழக்கு ஒன்றியம் bbox=[911, 963, 1142, 983]
section-heading: பூண்டி மேற்கு ஒன்றியம் bbox=[926, 802, 1127, 823]
listing-paragraph: துணை அமைப்பாளர்கள் - 1) அ. அனில் குமார் வீரமங்கலம் தெரு, வீரமங்கலம் அஞ்சல், ஆர்.கே. பேட்டை வட்டம், திருவள்ளூர் மாவட்டம் - 631302. 2) எஸ். பரத்குமார் சித்தூர் மெயின் ரோடு, சின்ன நாகபூண்டி கிராமம், பெரிய நாகபூண்டி அஞ்சல், ஆர்.கே. பேட்டை வட்டம், திருவள்ளூர் மாவட்டம் - 631302 3) தேவேந்திரன் நெ. 1/05, குட்டை தெரு, மீசா ரெட்டியூர் கிராமம், ஆர்.கே. பேட்டை வட்டம், திருவள்ளூர் மாவட்டம் 631302 4) எம். அன்புமகன் நெ. 63, சேதுவாகபுரம் கிராமம், வீரமங்கலம் அஞ்சல், ஆர்.கே. பேட்டை வட்டம், திருவள்ளூர் மாவட்டம் - 631302 bbox=[1244, 309, 1634, 461]
listing-paragraph: திருவண்ணாமலை மாவட்டம். 5) எம். சிவகுமார் மழப் பாக்கம் கிராமம் மற்றும் அஞ்சல், திருவண்ணாமலை மாவட்டம். bbox=[8, 6, 397, 37]
listing-paragraph: துணை அமைப்பாளர்கள் - 1) பாபு எஸ். பி. கண்டிகை கிராமம் திருவள்ளூர் மாவட்டம். 2) மகேஷ் திருவள்ளூர் மாவட்டம் bbox=[1244, 201, 1634, 232]
section-heading: பள்ளிப்பட்டு பேரூர் bbox=[1355, 1300, 1522, 1321]
section-heading: திருத்தணி நகரம் bbox=[1371, 1123, 1507, 1144]
